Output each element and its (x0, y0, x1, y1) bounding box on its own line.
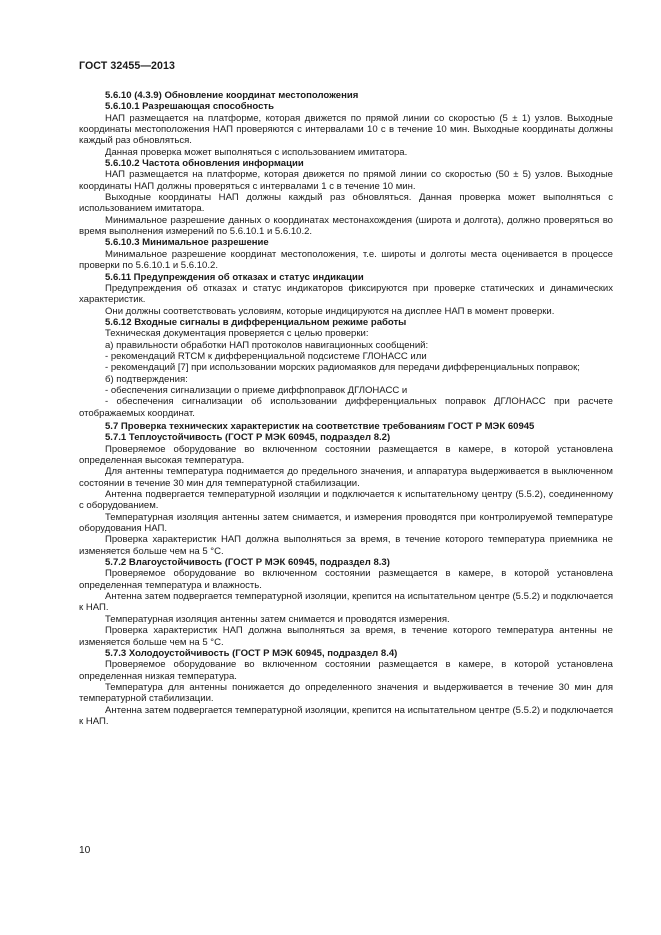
page-number: 10 (79, 845, 91, 856)
paragraph: Температура для антенны понижается до определенного значения и выдерживается в течение 30 мин для температурной стабилизации. (79, 681, 613, 705)
section-heading: 5.6.11 Предупреждения об отказах и статус индикации (105, 271, 364, 283)
paragraph: Техническая документация проверяется с целью проверки: (105, 328, 369, 340)
paragraph: НАП размещается на платформе, которая движется по прямой линии со скоростью (50 ± 5) узлов. Выходные координаты НАП должны проверяться с интервалами 1 с в течение 10 мин. (79, 169, 613, 192)
paragraph: Температурная изоляция антенны затем снимается, и измерения проводятся при контролируемой температуре оборудования НАП. (79, 511, 613, 535)
paragraph: - рекомендаций RTCM к дифференциальной подсистеме ГЛОНАСС или (105, 350, 427, 362)
paragraph: а) правильности обработки НАП протоколов навигационных сообщений: (105, 339, 429, 351)
paragraph: Предупреждения об отказах и статус индикаторов фиксируются при проверке статических и динамических характеристик. (79, 282, 613, 306)
paragraph: Проверяемое оборудование во включенном состоянии размещается в камере, в которой установлена определенная низкая температура. (79, 659, 613, 682)
paragraph: - обеспечения сигнализации о приеме диффпоправок ДГЛОНАСС и (105, 384, 408, 396)
paragraph: Выходные координаты НАП должны каждый раз обновляться. Данная проверка может выполняться с использованием имитатора. (79, 192, 613, 215)
document-body (79, 90, 613, 727)
paragraph: Антенна затем подвергается температурной изоляции, крепится на испытательном центре (5.5.2) и подключается к НАП. (79, 704, 613, 727)
paragraph: Антенна подвергается температурной изоляции и подключается к испытательному центру (5.5.2), соединенному с оборудованием. (79, 489, 613, 512)
document-header: ГОСТ 32455—2013 (79, 60, 176, 72)
section-heading: 5.7.2 Влагоустойчивость (ГОСТ Р МЭК 60945, подраздел 8.3) (105, 557, 390, 569)
section-heading: 5.7 Проверка технических характеристик на соответствие требованиям ГОСТ Р МЭК 60945 (105, 420, 535, 432)
paragraph: Минимальное разрешение координат местоположения, т.е. широты и долготы места оценивается в процессе проверки по 5.6.10.1 и 5.6.10.2. (79, 248, 613, 272)
section-heading: 5.6.10 (4.3.9) Обновление координат местоположения (105, 90, 359, 101)
section-heading: 5.6.12 Входные сигналы в дифференциальном режиме работы (105, 316, 407, 328)
paragraph: Проверка характеристик НАП должна выполняться за время, в течение которого температура приемника не изменяется больше чем на 5 °С. (79, 534, 613, 557)
paragraph: Минимальное разрешение данных о координатах местонахождения (широта и долгота), должно проверяться во время выполнения измерений по 5.6.10.1 и 5.6.10.2. (79, 214, 613, 238)
paragraph: Проверяемое оборудование во включенном состоянии размещается в камере, в которой установлена определенная температура и влажность. (79, 568, 613, 591)
paragraph: Температурная изоляция антенны затем снимается и проводятся измерения. (105, 613, 450, 625)
paragraph: Проверяемое оборудование во включенном состоянии размещается в камере, в которой установлена определенная высокая температура. (79, 443, 613, 466)
paragraph: Данная проверка может выполняться с использованием имитатора. (105, 146, 408, 158)
paragraph: Проверка характеристик НАП должна выполняться за время, в течение которого температура антенны не изменяется больше чем на 5 °С. (79, 625, 613, 648)
section-heading: 5.7.3 Холодоустойчивость (ГОСТ Р МЭК 60945, подраздел 8.4) (105, 647, 398, 659)
paragraph: НАП размещается на платформе, которая движется по прямой линии со скоростью (5 ± 1) узлов. Выходные координаты местоположения НАП проверяются с интервалами 10 с в течение 10 мин. Выходные координаты должны каждый раз обновляться. (79, 112, 613, 147)
section-heading: 5.7.1 Теплоустойчивость (ГОСТ Р МЭК 60945, подраздел 8.2) (105, 432, 391, 444)
paragraph: Антенна затем подвергается температурной изоляции, крепится на испытательном центре (5.5.2) и подключается к НАП. (79, 591, 613, 614)
paragraph: Они должны соответствовать условиям, которые индицируются на дисплее НАП в момент проверки. (105, 305, 555, 317)
section-heading: 5.6.10.2 Частота обновления информации (105, 158, 304, 170)
paragraph: - обеспечения сигнализации об использовании дифференциальных поправок ДГЛОНАСС при расчете отображаемых координат. (79, 396, 613, 419)
paragraph: Для антенны температура поднимается до предельного значения, и аппаратура выдерживается в выключенном состоянии в течение 30 мин для температурной стабилизации. (79, 466, 613, 489)
paragraph: - рекомендаций [7] при использовании морских радиомаяков для передачи дифференциальных поправок; (105, 362, 580, 374)
paragraph: б) подтверждения: (105, 373, 188, 385)
section-heading: 5.6.10.1 Разрешающая способность (105, 101, 274, 113)
section-heading: 5.6.10.3 Минимальное разрешение (105, 237, 269, 249)
